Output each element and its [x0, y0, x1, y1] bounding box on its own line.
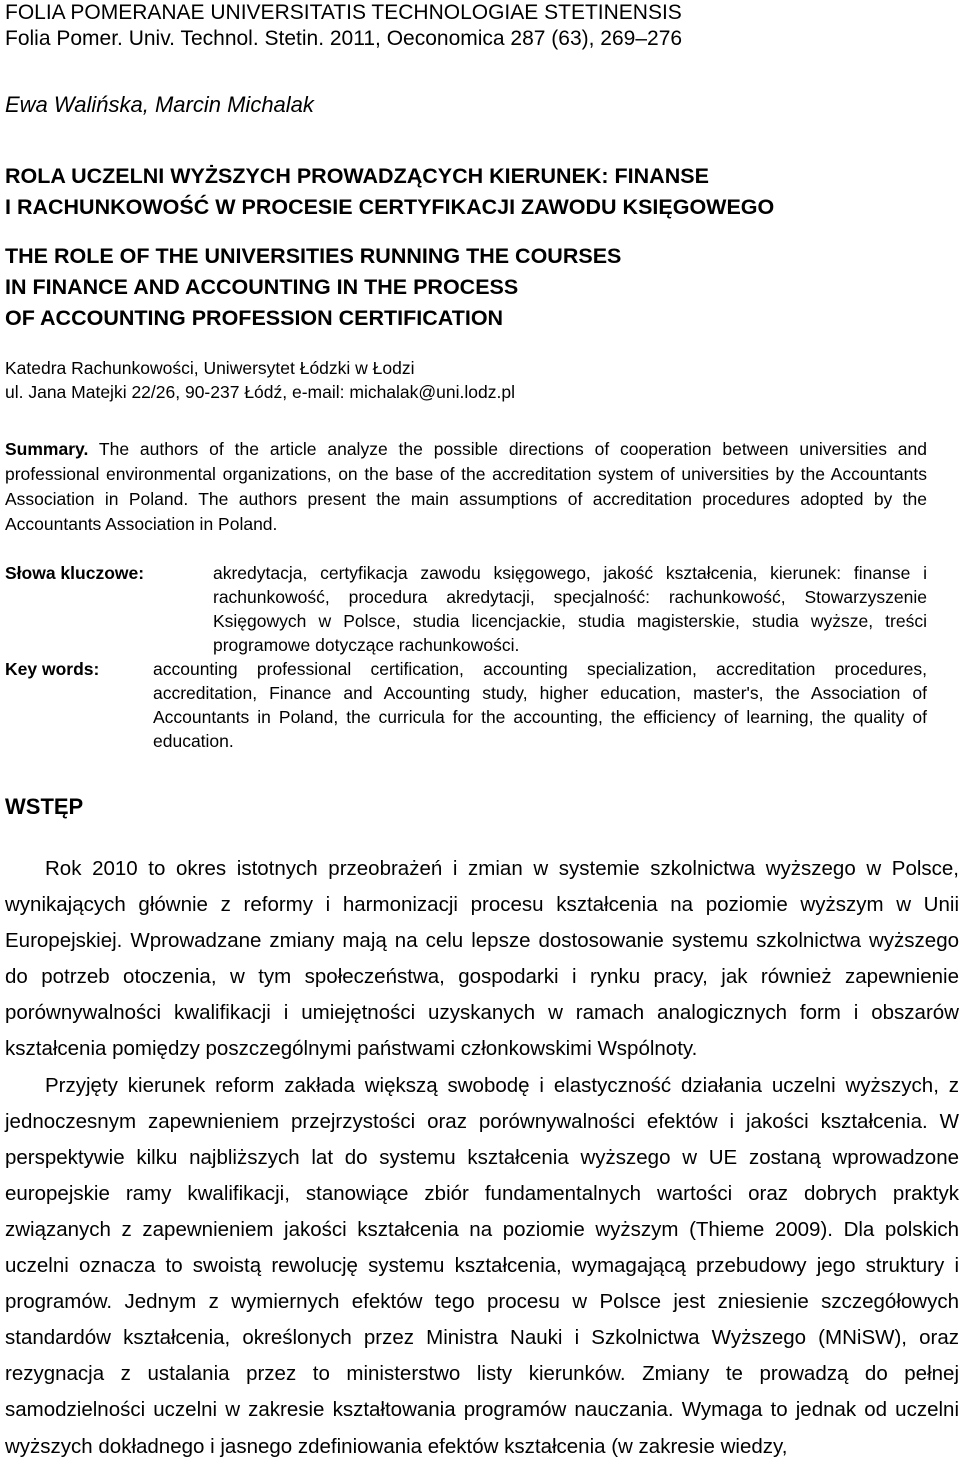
authors: Ewa Walińska, Marcin Michalak: [5, 92, 314, 117]
title-english-line: OF ACCOUNTING PROFESSION CERTIFICATION: [5, 306, 504, 330]
keywords-english-text: accounting professional certification, accounting specialization, accreditation procedures, accreditation, Finance and Accounting study, higher education, master's, the Association of Accountants in Poland, the curricula for the accounting, the efficiency of learning, the quality of education.: [153, 659, 927, 751]
title-polish-line: ROLA UCZELNI WYŻSZYCH PROWADZĄCYCH KIERUNEK: FINANSE: [5, 164, 709, 188]
body-text: [5, 851, 959, 1465]
section-heading: WSTĘP: [5, 794, 84, 819]
paragraph: Rok 2010 to okres istotnych przeobrażeń i zmian w systemie szkolnictwa wyższego w Polsce, wynikających głównie z reformy i harmonizacji procesu kształcenia na poziomie wyższym w Unii Europejskiej. Wprowadzane zmiany mają na celu lepsze dostosowanie systemu szkolnictwa wyższego do potrzeb otoczenia, w tym społeczeństwa, gospodarki i rynku pracy, jak również zapewnienie porównywalności kwalifikacji i umiejętności uzyskanych w ramach analogicznych form i obszarów kształcenia pomiędzy poszczególnymi państwami członkowskimi Wspólnoty.: [5, 857, 959, 1061]
affiliation-line: Katedra Rachunkowości, Uniwersytet Łódzki w Łodzi: [5, 358, 415, 378]
title-polish: [5, 161, 774, 223]
keywords-polish-label: Słowa kluczowe:: [5, 563, 145, 583]
title-english: [5, 241, 621, 334]
summary-text: The authors of the article analyze the possible directions of cooperation between universities and professional environmental organizations, on the base of the accreditation system of universities by the Accountants Association in Poland. The authors present the main assumptions of accreditation procedures adopted by the Accountants Association in Poland.: [5, 439, 928, 534]
keywords-polish: [5, 561, 927, 657]
affiliation-line: ul. Jana Matejki 22/26, 90-237 Łódź, e-mail: michalak@uni.lodz.pl: [5, 382, 515, 402]
journal-citation: Folia Pomer. Univ. Technol. Stetin. 2011, Oeconomica 287 (63), 269–276: [5, 27, 683, 50]
keywords-english: [5, 657, 927, 753]
affiliation: [5, 356, 515, 404]
summary-label: Summary.: [5, 439, 89, 459]
keywords-polish-text: akredytacja, certyfikacja zawodu księgowego, jakość kształcenia, kierunek: finanse i rachunkowość, procedura akredytacji, specjalność: rachunkowość, Stowarzyszenie Księgowych w Polsce, studia licencjackie, studia magisterskie, studia wyższe, treści programowe dotyczące rachunkowości.: [213, 563, 927, 655]
paragraph: Przyjęty kierunek reform zakłada większą swobodę i elastyczność działania uczelni wyższych, z jednoczesnym zapewnieniem przejrzystości oraz porównywalności efektów i jakości kształcenia. W perspektywie kilku najbliższych lat do systemu kształcenia wyższego w UE zostaną wprowadzone europejskie ramy kwalifikacji, stanowiące zbiór fundamentalnych wartości oraz dobrych praktyk związanych z zapewnieniem jakości kształcenia na poziomie wyższym (Thieme 2009). Dla polskich uczelni oznacza to swoistą rewolucję systemu kształcenia, wymagającą przebudowy jego struktury i programów. Jednym z wymiernych efektów tego procesu w Polsce jest zniesienie szczegółowych standardów kształcenia, określonych przez Ministra Nauki i Szkolnictwa Wyższego (MNiSW), oraz rezygnacja z ustalania przez to ministerstwo listy kierunków. Zmiany te prowadzą do pełnej samodzielności uczelni w zakresie kształtowania programów nauczania. Wymaga to jednak od uczelni wyższych dokładnego i jasnego zdefiniowania efektów kształcenia (w zakresie wiedzy,: [5, 1073, 959, 1458]
title-english-line: IN FINANCE AND ACCOUNTING IN THE PROCESS: [5, 275, 519, 299]
keywords-english-label: Key words:: [5, 659, 100, 679]
title-polish-line: I RACHUNKOWOŚĆ W PROCESIE CERTYFIKACJI ZAWODU KSIĘGOWEGO: [5, 195, 775, 219]
summary: [5, 437, 927, 537]
journal-name: FOLIA POMERANAE UNIVERSITATIS TECHNOLOGIAE STETINENSIS: [5, 1, 682, 24]
title-english-line: THE ROLE OF THE UNIVERSITIES RUNNING THE COURSES: [5, 244, 622, 268]
